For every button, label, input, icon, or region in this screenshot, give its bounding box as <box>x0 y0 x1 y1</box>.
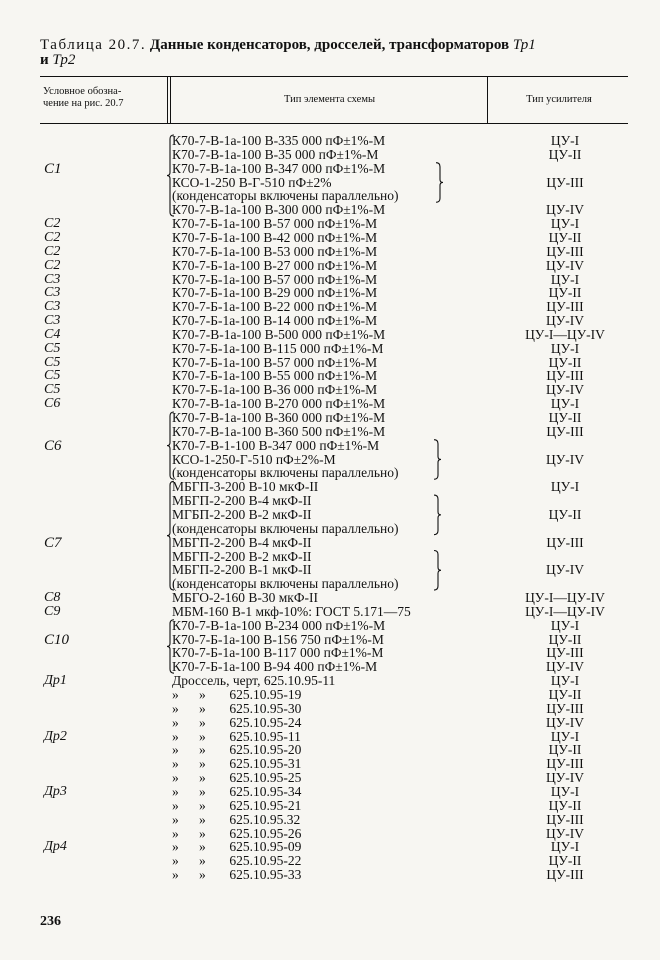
row-amplifier-type: ЦУ-III <box>546 423 584 439</box>
table-row <box>0 868 660 882</box>
caption-tr2: Тр2 <box>52 52 76 68</box>
row-designation: C5 <box>44 382 61 398</box>
table-row <box>0 494 660 508</box>
row-element-type: МБГО-2-160 В-30 мкФ-II <box>172 590 318 606</box>
row-element-type: МБГП-2-200 В-2 мкФ-II <box>172 548 312 564</box>
table-row <box>0 148 660 162</box>
row-element-type: (конденсаторы включены параллельно) <box>172 465 399 481</box>
row-designation: Др1 <box>44 673 67 689</box>
table-row <box>0 314 660 328</box>
row-designation: C6 <box>44 396 61 412</box>
row-designation: C2 <box>44 216 61 232</box>
row-element-type: К70-7-Б-1а-100 В-117 000 пФ±1%-М <box>172 645 384 661</box>
row-designation: Др3 <box>44 783 67 799</box>
row-amplifier-type: ЦУ-II <box>548 797 582 813</box>
row-amplifier-type: ЦУ-III <box>546 299 584 315</box>
row-amplifier-type: ЦУ-II <box>548 229 582 245</box>
row-amplifier-type: ЦУ-I <box>550 617 580 633</box>
row-element-type: К70-7-Б-1а-100 В-36 000 пФ±1%-М <box>172 382 378 398</box>
row-amplifier-type: ЦУ-IV <box>545 770 585 786</box>
row-element-type: К70-7-Б-1а-100 В-55 000 пФ±1%-М <box>172 368 378 384</box>
row-element-type: МБГП-2-200 В-4 мкФ-II <box>172 493 312 509</box>
row-designation: C3 <box>44 299 61 315</box>
row-amplifier-type: ЦУ-I—ЦУ-IV <box>525 326 605 342</box>
row-element-type: КСО-1-250-Г-510 пФ±2%-М <box>172 451 336 467</box>
table-row <box>0 771 660 785</box>
row-element-type: К70-7-Б-1а-100 В-115 000 пФ±1%-М <box>172 340 384 356</box>
table-row <box>0 688 660 702</box>
row-element-type: К70-7-Б-1а-100 В-57 000 пФ±1%-М <box>172 354 378 370</box>
row-element-type: К70-7-Б-1а-100 В-156 750 пФ±1%-М <box>172 631 384 647</box>
row-designation: C5 <box>44 340 61 356</box>
row-element-type: К70-7-Б-1а-100 В-57 000 пФ±1%-М <box>172 271 378 287</box>
row-amplifier-type: ЦУ-III <box>546 867 584 883</box>
row-element-type: К70-7-В-1-100 В-347 000 пФ±1%-М <box>172 437 380 453</box>
row-amplifier-type: ЦУ-I <box>550 839 580 855</box>
row-element-type: К70-7-Б-1а-100 В-14 000 пФ±1%-М <box>172 313 378 329</box>
row-element-type: » » 625.10.95-26 <box>172 825 302 841</box>
row-designation: C3 <box>44 271 61 287</box>
row-element-type: К70-7-В-1а-100 В-234 000 пФ±1%-М <box>172 617 386 633</box>
table-row <box>0 813 660 827</box>
table-row <box>0 134 660 148</box>
row-amplifier-type: ЦУ-II <box>548 285 582 301</box>
row-amplifier-type: ЦУ-II <box>548 687 582 702</box>
row-element-type: К70-7-В-1а-100 В-360 500 пФ±1%-М <box>172 423 386 439</box>
row-element-type: К70-7-Б-1а-100 В-42 000 пФ±1%-М <box>172 229 378 245</box>
group-designation: C6 <box>44 437 62 454</box>
row-element-type: К70-7-В-1а-100 В-360 000 пФ±1%-М <box>172 410 386 425</box>
row-designation: C2 <box>44 243 61 259</box>
row-element-type: К70-7-В-1а-100 В-500 000 пФ±1%-М <box>172 326 386 342</box>
row-amplifier-type: ЦУ-IV <box>545 202 585 218</box>
table-row <box>0 702 660 716</box>
caption-conj: и <box>40 52 49 68</box>
row-designation: Др2 <box>44 728 67 744</box>
row-amplifier-type: ЦУ-II <box>548 742 582 758</box>
row-element-type: » » 625.10.95-22 <box>172 853 302 869</box>
column-divider-1b <box>170 76 171 124</box>
table-row <box>0 619 660 633</box>
row-amplifier-type: ЦУ-I <box>550 133 580 148</box>
column-divider-2 <box>487 76 488 124</box>
row-amplifier-type: ЦУ-III <box>546 368 584 384</box>
merged-amplifier-type: ЦУ-III <box>546 174 584 190</box>
row-amplifier-type: ЦУ-IV <box>545 257 585 273</box>
row-amplifier-type: ЦУ-II <box>548 146 582 162</box>
row-element-type: К70-7-В-1а-100 В-35 000 пФ±1%-М <box>172 146 379 162</box>
row-amplifier-type: ЦУ-IV <box>545 382 585 398</box>
row-element-type: К70-7-Б-1а-100 В-53 000 пФ±1%-М <box>172 243 378 259</box>
table-row <box>0 217 660 231</box>
table-row <box>0 605 660 619</box>
row-element-type: » » 625.10.95-11 <box>172 728 301 744</box>
table-row <box>0 591 660 605</box>
table-row <box>0 425 660 439</box>
table-row <box>0 162 660 176</box>
row-element-type: КСО-1-250 В-Г-510 пФ±2% <box>172 174 332 190</box>
page-number: 236 <box>40 914 61 929</box>
row-element-type: Дроссель, черт, 625.10.95-11 <box>172 673 336 689</box>
row-amplifier-type: ЦУ-III <box>546 700 584 716</box>
row-amplifier-type: ЦУ-I <box>550 340 580 356</box>
row-element-type: МГБП-2-200 В-2 мкФ-II <box>172 506 312 522</box>
row-amplifier-type: ЦУ-I <box>550 271 580 287</box>
row-element-type: » » 625.10.95-20 <box>172 742 302 758</box>
row-element-type: (конденсаторы включены параллельно) <box>172 520 399 536</box>
row-designation: C2 <box>44 229 61 245</box>
table-row <box>0 536 660 550</box>
top-rule <box>40 76 628 77</box>
row-element-type: МБГП-3-200 В-10 мкФ-II <box>172 479 319 495</box>
table-title: Данные конденсаторов, дросселей, трансформаторов <box>149 37 510 53</box>
row-designation: C3 <box>44 285 61 301</box>
row-element-type: К70-7-В-1а-100 В-335 000 пФ±1%-М <box>172 133 386 148</box>
merged-amplifier-type: ЦУ-II <box>548 506 582 522</box>
table-row <box>0 328 660 342</box>
table-row <box>0 439 660 453</box>
table-caption <box>40 38 630 68</box>
row-element-type: К70-7-Б-1а-100 В-57 000 пФ±1%-М <box>172 216 378 232</box>
row-amplifier-type: ЦУ-IV <box>545 714 585 730</box>
row-element-type: » » 625.10.95-33 <box>172 867 302 883</box>
row-designation: C2 <box>44 257 61 273</box>
row-amplifier-type: ЦУ-III <box>546 243 584 259</box>
table-row <box>0 522 660 536</box>
table-row <box>0 480 660 494</box>
row-designation: C4 <box>44 326 61 342</box>
row-amplifier-type: ЦУ-II <box>548 631 582 647</box>
row-amplifier-type: ЦУ-I <box>550 673 580 689</box>
caption-tr1: Тр1 <box>512 37 536 53</box>
row-designation: C8 <box>44 590 61 606</box>
row-amplifier-type: ЦУ-I <box>550 728 580 744</box>
row-element-type: (конденсаторы включены параллельно) <box>172 188 399 204</box>
row-element-type: К70-7-В-1а-100 В-300 000 пФ±1%-М <box>172 202 386 218</box>
row-amplifier-type: ЦУ-III <box>546 756 584 772</box>
row-designation: C5 <box>44 368 61 384</box>
row-element-type: » » 625.10.95-09 <box>172 839 302 855</box>
row-element-type: » » 625.10.95-19 <box>172 687 302 702</box>
row-element-type: К70-7-Б-1а-100 В-22 000 пФ±1%-М <box>172 299 378 315</box>
header-amplifier-type: Тип усилителя <box>526 94 592 105</box>
row-amplifier-type: ЦУ-III <box>546 811 584 827</box>
row-amplifier-type: ЦУ-I <box>550 783 580 799</box>
row-element-type: МБГП-2-200 В-4 мкФ-II <box>172 534 312 550</box>
row-amplifier-type: ЦУ-III <box>546 534 584 550</box>
row-designation: Др4 <box>44 839 67 855</box>
header-designation-line2: чение на рис. 20.7 <box>43 98 124 109</box>
group-designation: C7 <box>44 534 62 551</box>
merged-amplifier-type: ЦУ-IV <box>545 562 585 578</box>
row-amplifier-type: ЦУ-IV <box>545 659 585 675</box>
table-row <box>0 245 660 259</box>
row-element-type: » » 625.10.95-34 <box>172 783 302 799</box>
merged-amplifier-type: ЦУ-IV <box>545 451 585 467</box>
row-amplifier-type: ЦУ-II <box>548 853 582 869</box>
row-designation: C9 <box>44 603 61 619</box>
table-number: Таблица 20.7. <box>40 37 147 53</box>
row-element-type: » » 625.10.95-31 <box>172 756 302 772</box>
row-amplifier-type: ЦУ-IV <box>545 825 585 841</box>
group-designation: C10 <box>44 631 70 648</box>
row-element-type: К70-7-В-1а-100 В-270 000 пФ±1%-М <box>172 396 386 412</box>
row-amplifier-type: ЦУ-II <box>548 354 582 370</box>
row-element-type: МБМ-160 В-1 мкф-10%: ГОСТ 5.171—75 <box>172 603 411 619</box>
header-designation-line1: Условное обозна- <box>43 86 122 97</box>
table-row <box>0 716 660 730</box>
row-element-type: » » 625.10.95-30 <box>172 700 302 716</box>
row-amplifier-type: ЦУ-I <box>550 396 580 412</box>
row-element-type: К70-7-Б-1а-100 В-29 000 пФ±1%-М <box>172 285 378 301</box>
row-designation: C5 <box>44 354 61 370</box>
table-row <box>0 342 660 356</box>
row-element-type: К70-7-В-1а-100 В-347 000 пФ±1%-М <box>172 160 386 176</box>
row-element-type: » » 625.10.95-21 <box>172 797 302 813</box>
table-row <box>0 785 660 799</box>
table-row <box>0 411 660 425</box>
row-amplifier-type: ЦУ-IV <box>545 313 585 329</box>
header-element-type: Тип элемента схемы <box>283 94 376 105</box>
header-bottom-rule <box>40 123 628 124</box>
row-amplifier-type: ЦУ-I <box>550 479 580 495</box>
row-amplifier-type: ЦУ-I—ЦУ-IV <box>525 590 605 606</box>
table-row <box>0 259 660 273</box>
table-row <box>0 799 660 813</box>
row-element-type: » » 625.10.95.32 <box>172 811 301 827</box>
row-element-type: К70-7-Б-1а-100 В-94 400 пФ±1%-М <box>172 659 378 675</box>
row-amplifier-type: ЦУ-III <box>546 645 584 661</box>
row-element-type: К70-7-Б-1а-100 В-27 000 пФ±1%-М <box>172 257 378 273</box>
group-designation: C1 <box>44 160 62 177</box>
row-amplifier-type: ЦУ-I <box>550 216 580 232</box>
row-element-type: » » 625.10.95-25 <box>172 770 302 786</box>
row-amplifier-type: ЦУ-I—ЦУ-IV <box>525 603 605 619</box>
row-element-type: (конденсаторы включены параллельно) <box>172 576 399 592</box>
row-element-type: » » 625.10.95-24 <box>172 714 302 730</box>
row-amplifier-type: ЦУ-II <box>548 410 582 425</box>
column-divider-1 <box>167 76 168 124</box>
row-designation: C3 <box>44 313 61 329</box>
table-row <box>0 231 660 245</box>
row-element-type: МБГП-2-200 В-1 мкФ-II <box>172 562 312 578</box>
header-designation <box>43 86 124 110</box>
